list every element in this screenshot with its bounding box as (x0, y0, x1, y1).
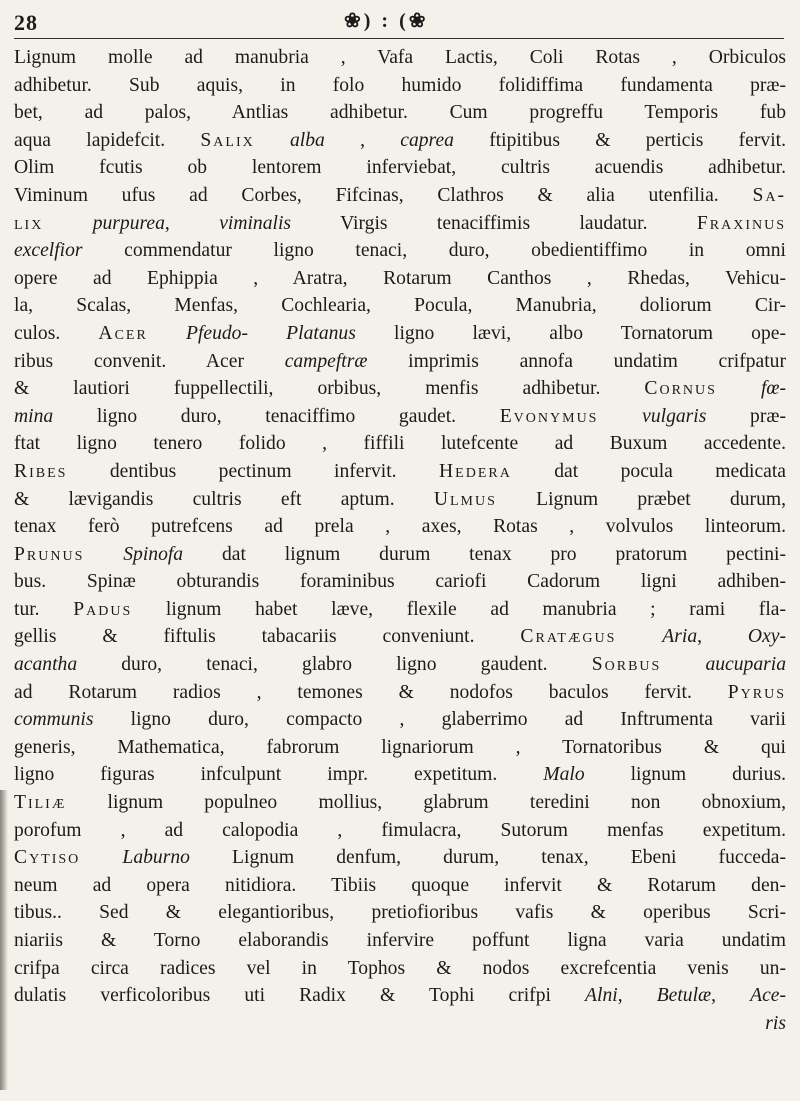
plant-genus-name: Acer (98, 322, 148, 344)
binding-edge-shadow (0, 790, 8, 1090)
italic-term: purpurea (92, 212, 165, 234)
text-line (14, 1010, 786, 1038)
text-run: la, Scalas, Menfas, Cochlearia, Pocula, Manubria, doliorum Cir- (14, 295, 786, 317)
text-run: Viminum ufus ad Corbes, Fifcinas, Clathros & alia utenfilia. (14, 184, 753, 206)
text-line (14, 210, 786, 238)
text-run: & lautiori fuppellectili, orbibus, menfis adhibetur. (14, 378, 645, 400)
text-run: lignum durius. (584, 764, 786, 786)
text-run: ligno figuras infculpunt impr. expetitum. (14, 764, 544, 786)
plant-genus-name: Sorbus (591, 654, 662, 676)
text-run: crifpa circa radices vel in Tophos & nodos excrefcentia venis un- (14, 957, 786, 979)
plant-genus-name: Pyrus (727, 681, 786, 703)
text-line (14, 72, 786, 100)
text-run: culos. (14, 322, 99, 344)
text-run: ad Rotarum radios , temones & nodofos baculos fervit. (14, 681, 728, 703)
text-run: , (711, 985, 751, 1007)
text-line (14, 348, 786, 376)
text-run (717, 378, 761, 399)
italic-term: vulgaris (642, 405, 707, 427)
italic-term: Betulæ (656, 985, 712, 1007)
text-line (14, 430, 786, 458)
text-line (14, 927, 786, 955)
italic-term: Ace- (750, 985, 786, 1007)
italic-term: caprea (400, 129, 454, 151)
italic-term: alba (290, 129, 325, 151)
text-run: duro, tenaci, glabro ligno gaudent. (77, 654, 592, 676)
text-run: ftipitibus & perticis fervit. (453, 129, 786, 151)
text-run: & lævigandis cultris eft aptum. (14, 488, 434, 510)
body-text (14, 44, 786, 1037)
text-line (14, 265, 786, 293)
italic-term: fœ- (760, 378, 786, 400)
text-run: Lignum præbet durum, (496, 488, 786, 510)
text-run: tenax ferò putrefcens ad prela , axes, Rotas , volvulos linteorum. (14, 516, 786, 538)
text-line (14, 872, 786, 900)
plant-genus-name: Ribes (14, 460, 68, 482)
text-line (14, 99, 786, 127)
text-run: Lignum molle ad manubria , Vafa Lactis, Coli Rotas , Orbiculos (14, 47, 786, 68)
text-run: tur. (14, 598, 74, 620)
text-run: porofum , ad calopodia , fimulacra, Sutorum menfas expetitum. (14, 819, 786, 841)
italic-term: communis (14, 709, 94, 731)
plant-genus-name: Prunus (14, 543, 85, 565)
text-run: neum ad opera nitidiora. Tibiis quoque infervit & Rotarum den- (14, 874, 786, 896)
text-run: lignum populneo mollius, glabrum teredini non obnoxium, (66, 792, 786, 814)
text-line (14, 237, 786, 265)
text-run: , (164, 212, 220, 234)
italic-term: mina (14, 405, 54, 427)
text-run: bet, ad palos, Antlias adhibetur. Cum progreffu Temporis fub (14, 102, 786, 124)
text-line (14, 955, 786, 983)
text-line (14, 623, 786, 651)
page-number: 28 (14, 10, 38, 35)
text-line (14, 679, 786, 707)
text-run (84, 544, 123, 565)
text-run (616, 626, 662, 647)
text-run: ligno lævi, albo Tornatorum ope- (355, 322, 786, 344)
text-line (14, 844, 786, 872)
text-line (14, 789, 786, 817)
italic-term: viminalis (219, 212, 292, 234)
text-line (14, 568, 786, 596)
plant-genus-name: Salix (200, 129, 255, 151)
text-run: niariis & Torno elaborandis infervire poffunt ligna varia undatim (14, 930, 786, 951)
text-run: gellis & fiftulis tabacariis conveniunt. (14, 626, 521, 648)
text-line (14, 486, 786, 514)
text-line (14, 899, 786, 927)
plant-genus-name: Hedera (439, 460, 512, 482)
text-run: Olim fcutis ob lentorem inferviebat, cultris acuendis adhibetur. (14, 157, 786, 179)
plant-genus-name: Evonymus (499, 405, 599, 427)
italic-term: Malo (543, 764, 585, 786)
italic-term: aucuparia (705, 654, 786, 676)
text-run: dat lignum durum tenax pro pratorum pectini- (183, 543, 786, 565)
page-header (14, 8, 784, 39)
text-run: generis, Mathematica, fabrorum lignariorum , Tornatoribus & qui (14, 736, 786, 758)
text-line (14, 706, 786, 734)
text-run: dulatis verficoloribus uti Radix & Tophi crifpi (14, 985, 586, 1007)
italic-term: campeftræ (284, 350, 368, 372)
text-line (14, 127, 786, 155)
text-line (14, 982, 786, 1010)
italic-term: Aria (662, 626, 698, 648)
text-line (14, 513, 786, 541)
text-run (80, 847, 122, 868)
plant-genus-name: lix (14, 212, 44, 234)
text-run (43, 213, 92, 234)
header-ornament: ❀) : (❀ (344, 10, 429, 32)
text-run: opere ad Ephippia , Aratra, Rotarum Canthos , Rhedas, Vehicu- (14, 267, 786, 289)
text-run: , (697, 626, 748, 648)
italic-term: acantha (14, 654, 78, 676)
text-run: imprimis annofa undatim crifpatur (367, 350, 786, 372)
text-line (14, 320, 786, 348)
plant-genus-name: Cytiso (14, 847, 81, 869)
text-run: , (617, 985, 657, 1007)
text-run: Lignum denfum, durum, tenax, Ebeni fucceda- (189, 847, 786, 869)
text-line (14, 817, 786, 845)
text-line (14, 734, 786, 762)
text-run: ftat ligno tenero folido , fiffili lutefcente ad Buxum accedente. (14, 433, 786, 455)
text-run: adhibetur. Sub aquis, in folo humido folidiffima fundamenta præ- (14, 74, 786, 96)
text-line (14, 761, 786, 789)
text-run: lignum habet læve, flexile ad manubria ; rami fla- (132, 598, 786, 620)
text-run (255, 130, 290, 151)
plant-genus-name: Tiliæ (14, 792, 67, 814)
text-line (14, 596, 786, 624)
plant-genus-name: Sa- (752, 184, 786, 206)
text-line (14, 403, 786, 431)
text-run: ligno duro, compacto , glaberrimo ad Inftrumenta varii (93, 709, 786, 731)
italic-term: Oxy- (747, 626, 786, 648)
plant-genus-name: Cornus (644, 378, 717, 400)
text-run (148, 323, 186, 344)
text-run: ribus convenit. Acer (14, 350, 285, 372)
text-run: ligno duro, tenaciffimo gaudet. (53, 405, 500, 427)
plant-genus-name: Cratægus (520, 626, 617, 648)
italic-term: Pfeudo- Platanus (185, 322, 356, 344)
text-run: bus. Spinæ obturandis foraminibus cariofi Cadorum ligni adhiben- (14, 571, 786, 593)
italic-term: Spinofa (123, 543, 184, 565)
text-run: aqua lapidefcit. (14, 129, 201, 151)
text-line (14, 458, 786, 486)
plant-genus-name: Ulmus (433, 488, 497, 510)
text-line (14, 44, 786, 72)
italic-term: Alni (585, 985, 618, 1007)
text-run: præ- (706, 405, 786, 427)
text-run: commendatur ligno tenaci, duro, obedientiffimo in omni (82, 240, 786, 262)
text-run: Virgis tenaciffimis laudatur. (291, 212, 697, 234)
text-line (14, 651, 786, 679)
italic-term: Laburno (122, 847, 190, 869)
text-run: tibus.. Sed & elegantioribus, pretiofioribus vafis & operibus Scri- (14, 902, 786, 924)
plant-genus-name: Fraxinus (696, 212, 786, 234)
text-run (598, 406, 642, 427)
text-line (14, 375, 786, 403)
text-line (14, 541, 786, 569)
text-line (14, 292, 786, 320)
text-line (14, 154, 786, 182)
text-line (14, 182, 786, 210)
italic-term: excelfior (14, 240, 83, 262)
text-run (661, 654, 705, 675)
plant-genus-name: Padus (73, 598, 133, 620)
text-run: dentibus pectinum infervit. (67, 460, 440, 482)
italic-term: ris (765, 1012, 786, 1034)
text-run: dat pocula medicata (511, 460, 786, 482)
text-run: , (324, 129, 401, 151)
